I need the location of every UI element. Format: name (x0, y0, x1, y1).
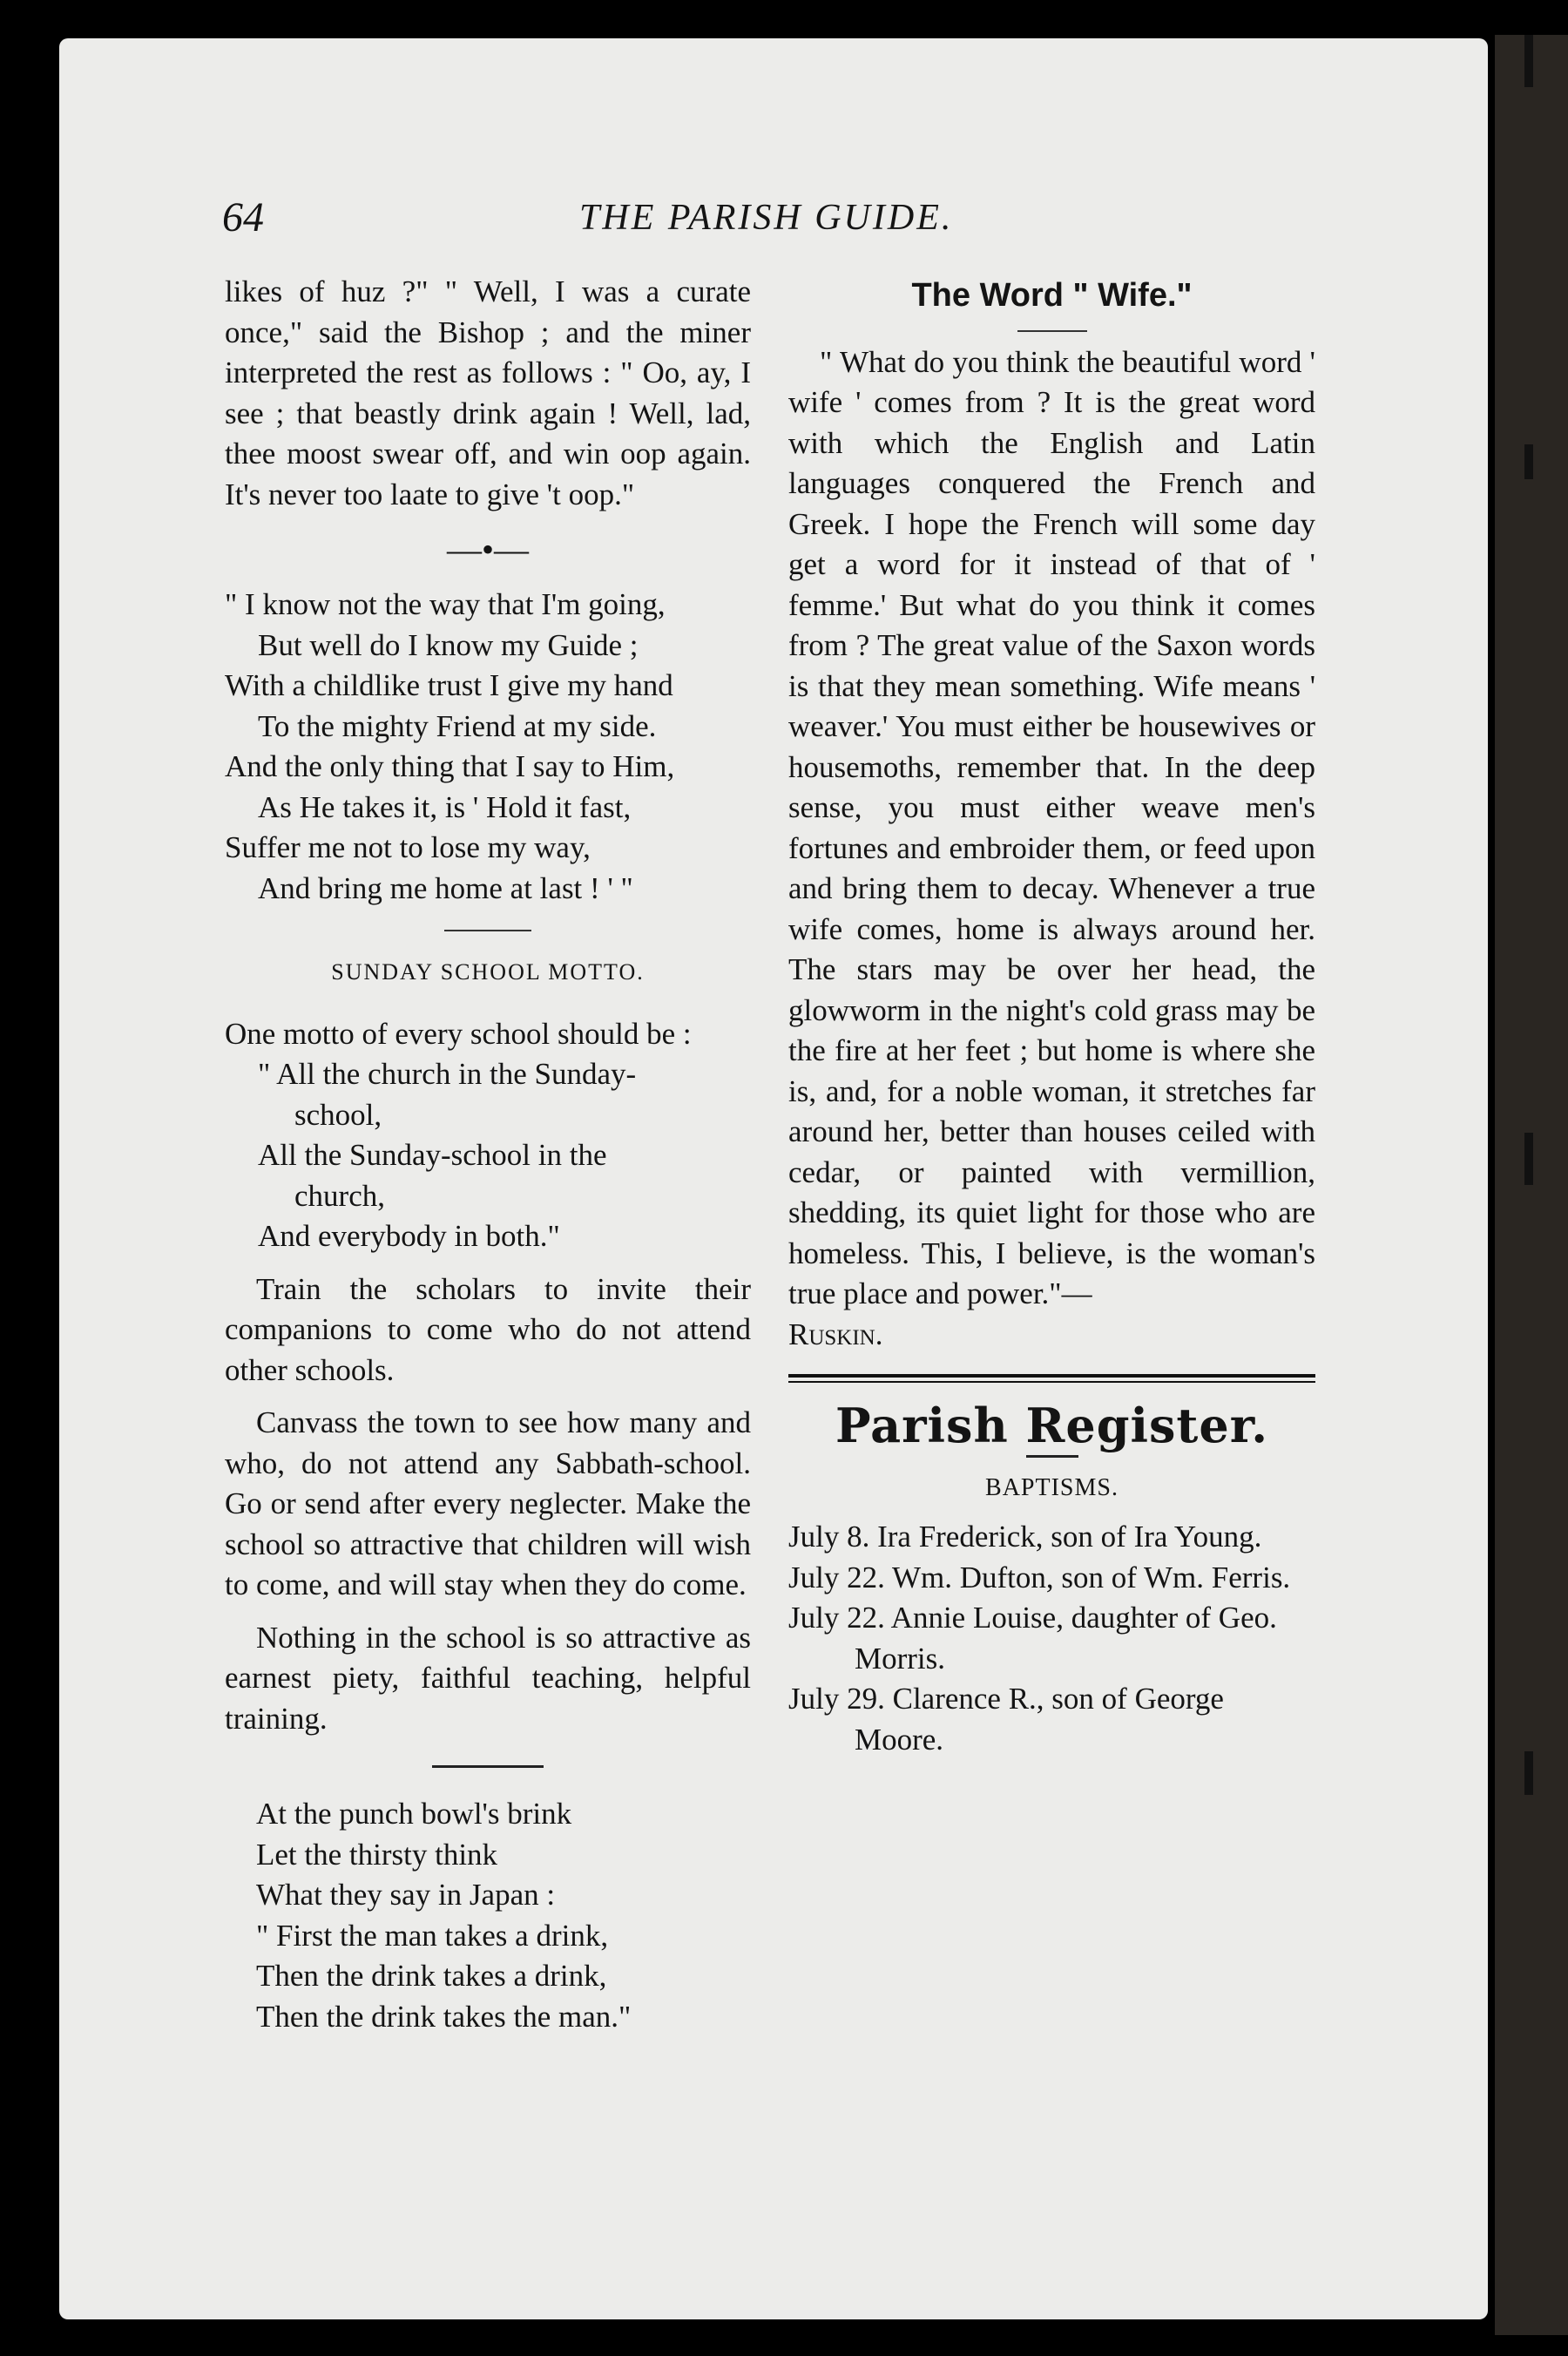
baptisms-heading: BAPTISMS. (985, 1473, 1119, 1501)
ornament-divider: —•— (446, 530, 529, 569)
japan-verse (225, 1794, 751, 2037)
poem-line: But well do I know my Guide ; (258, 627, 639, 662)
verse-line: " First the man takes a drink, (256, 1918, 609, 1953)
motto-line: school, (294, 1097, 382, 1132)
running-title: THE PARISH GUIDE. (579, 198, 954, 238)
paragraph-canvass: Canvass the town to see how many and who, do not attend any Sabbath-school. Go or send after every neglecter. Make the school so attractive that children will wish to come, and will stay when they do come. (225, 1405, 751, 1601)
short-rule (1017, 330, 1087, 332)
verse-line: What they say in Japan : (256, 1878, 556, 1912)
poem-line: And the only thing that I say to Him, (225, 749, 675, 783)
paragraph-piety: Nothing in the school is so attractive as earnest piety, faithful teaching, helpful training. (225, 1620, 751, 1736)
paragraph-invite: Train the scholars to invite their companions to come who do not attend other schools. (225, 1271, 751, 1387)
motto-line: " All the church in the Sunday- (258, 1057, 637, 1091)
adjacent-page-edge (1495, 35, 1568, 2335)
register-entry: July 22. Annie Louise, daughter of Geo. Morris. (788, 1601, 1277, 1676)
verse-line: Let the thirsty think (256, 1837, 498, 1872)
register-entry: July 8. Ira Frederick, son of Ira Young. (788, 1520, 1262, 1554)
short-rule (1026, 1455, 1078, 1458)
motto-line: All the Sunday-school in the (258, 1138, 607, 1172)
parish-register-title: Parish Register. (835, 1398, 1269, 1453)
poem-line: To the mighty Friend at my side. (258, 708, 657, 743)
short-rule (432, 1765, 544, 1768)
verse-line: Then the drink takes a drink, (256, 1959, 607, 1993)
register-entry: July 29. Clarence R., son of George Moore. (788, 1682, 1224, 1757)
double-rule (788, 1374, 1315, 1383)
poem-line: " I know not the way that I'm going, (225, 587, 666, 621)
right-column (788, 272, 1315, 1760)
wife-article-title: The Word " Wife." (911, 277, 1193, 314)
motto-line: And everybody in both." (258, 1219, 560, 1253)
poem-line: As He takes it, is ' Hold it fast, (258, 789, 632, 824)
motto-line: church, (294, 1178, 385, 1213)
poem-line: And bring me home at last ! ' " (258, 870, 633, 905)
verse-line: Then the drink takes the man." (256, 1999, 632, 2034)
motto-intro: One motto of every school should be : (225, 1016, 692, 1051)
running-header (222, 193, 1318, 249)
verse-line: At the punch bowl's brink (256, 1797, 572, 1831)
wife-article-signature: Ruskin. (788, 1317, 883, 1351)
poem-line: Suffer me not to lose my way, (225, 830, 591, 864)
motto-heading: SUNDAY SCHOOL MOTTO. (331, 959, 645, 985)
page-number: 64 (222, 194, 264, 240)
guide-poem (225, 585, 751, 909)
bishop-anecdote-end: likes of huz ?" " Well, I was a curate once," said the Bishop ; and the miner interpreted the rest as follows : " Oo, ay, I see ; that beastly drink again ! Well, lad, thee moost swear off, and win oop again. It's never too laate to give 't oop." (225, 274, 751, 511)
short-rule (444, 930, 531, 931)
poem-line: With a childlike trust I give my hand (225, 668, 673, 702)
wife-article-text: " What do you think the beautiful word ' wife ' comes from ? It is the great word with which the English and Latin languages conquered the French and Greek. I hope the French will some day get a word for it instead of that of ' femme.' But what do you think it comes from ? The great value of the Saxon words is that they mean something. Wife means ' weaver.' You must either be housewives or housemoths, remember that. In the deep sense, you must either weave men's fortunes and embroider them, or feed upon and bring them to decay. Whenever a true wife comes, home is always around her. The stars may be over her head, the glowworm in the night's cold grass may be the fire at her feet ; but home is where she is, and, for a noble woman, it stretches far around her, better than houses ceiled with cedar, or painted with vermillion, shedding, its quiet light for those who are homeless. This, I believe, is the woman's true place and power."— (788, 344, 1315, 1310)
left-column (225, 272, 751, 2037)
register-entry: July 22. Wm. Dufton, son of Wm. Ferris. (788, 1560, 1291, 1594)
